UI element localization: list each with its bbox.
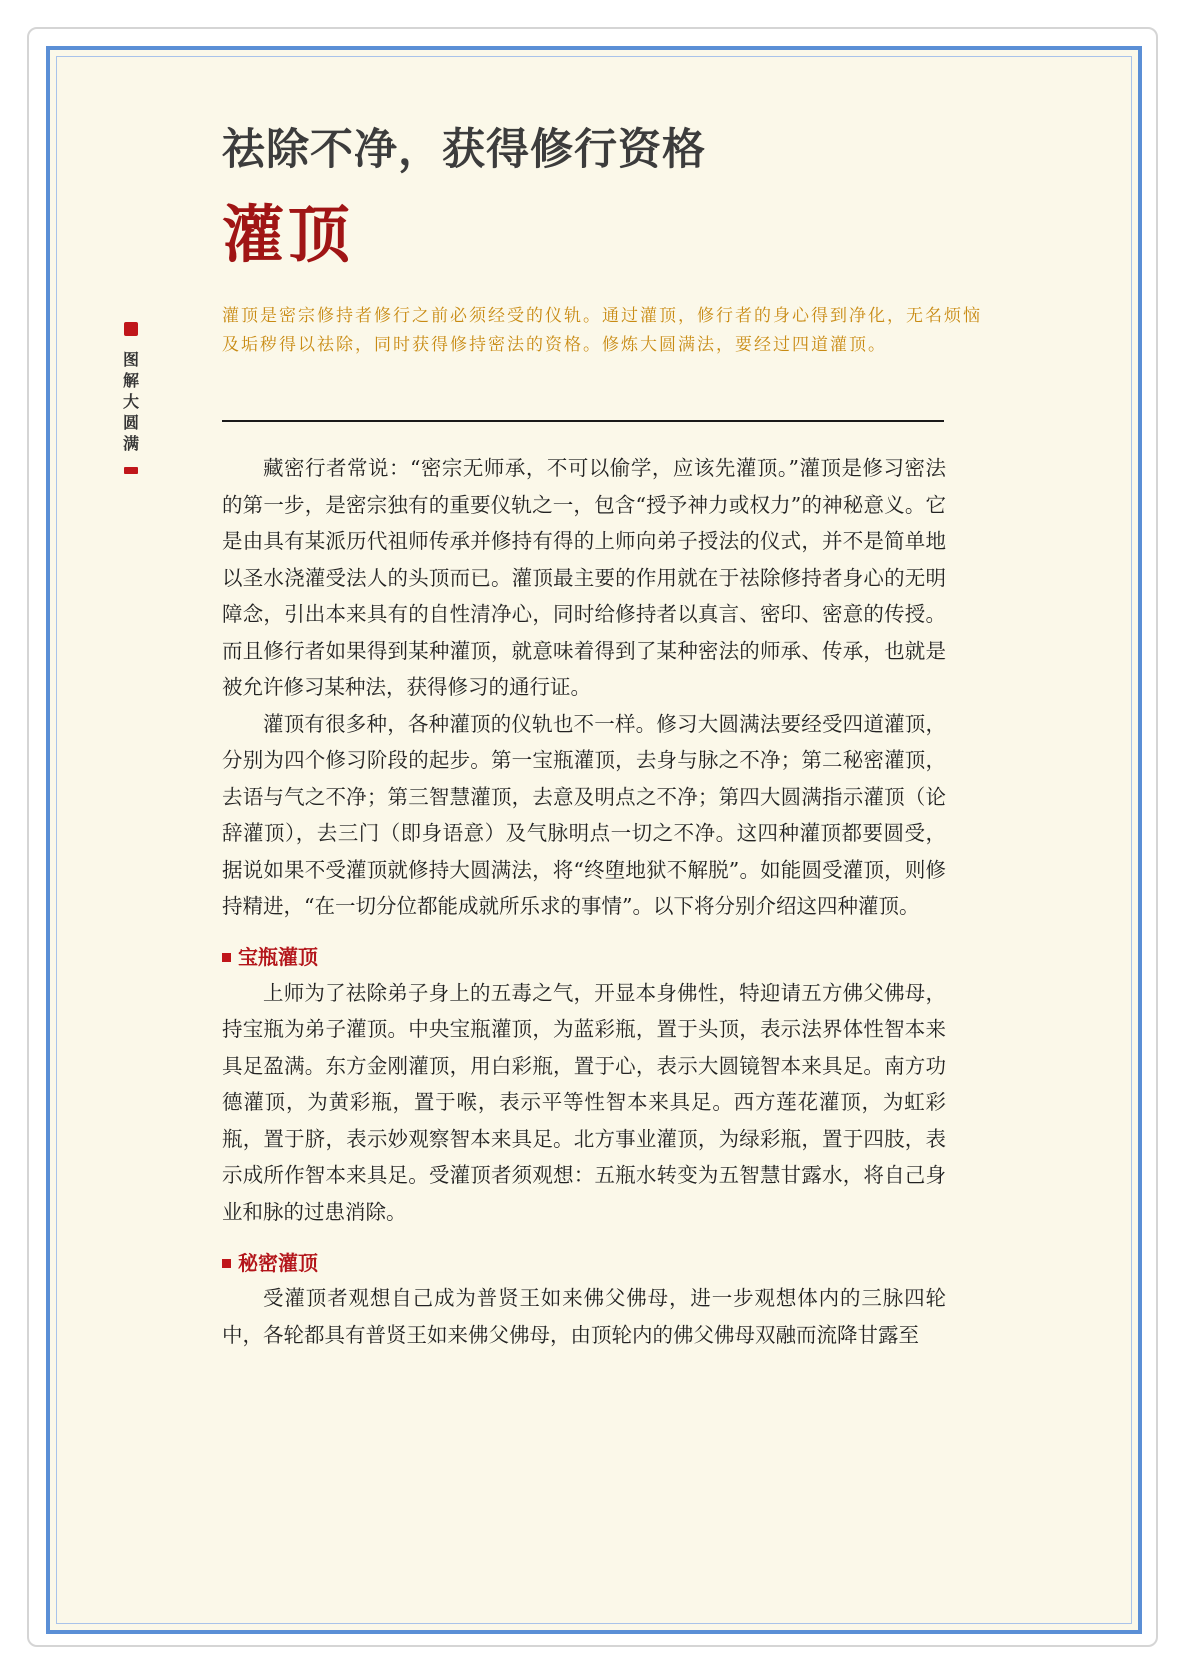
body-paragraph: 灌顶有很多种，各种灌顶的仪轨也不一样。修习大圆满法要经受四道灌顶，分别为四个修习阶段的起步。第一宝瓶灌顶，去身与脉之不净；第二秘密灌顶，去语与气之不净；第三智慧灌顶，去意及明点之不净；第四大圆满指示灌顶（论辞灌顶），去三门（即身语意）及气脉明点一切之不净。这四种灌顶都要圆受，据说如果不受灌顶就修持大圆满法，将“终堕地狱不解脱”。如能圆受灌顶，则修持精进，“在一切分位都能成就所乐求的事情”。以下将分别介绍这四种灌顶。 (222, 711, 946, 918)
chapter-title: 灌顶 (222, 198, 355, 271)
intro-divider (222, 420, 944, 422)
article-body (222, 450, 946, 1353)
side-tab-label: 图解大圆满 (123, 350, 140, 453)
side-tab-marker-top (124, 322, 138, 336)
section-heading-mimi (222, 1246, 946, 1280)
book-page (46, 46, 1142, 1634)
square-bullet-icon (222, 1259, 231, 1268)
section-paragraph: 上师为了祛除弟子身上的五毒之气，开显本身佛性，特迎请五方佛父佛母，持宝瓶为弟子灌顶。中央宝瓶灌顶，为蓝彩瓶，置于头顶，表示法界体性智本来具足盈满。东方金刚灌顶，用白彩瓶，置于心，表示大圆镜智本来具足。南方功德灌顶，为黄彩瓶，置于喉，表示平等性智本来具足。西方莲花灌顶，为虹彩瓶，置于脐，表示妙观察智本来具足。北方事业灌顶，为绿彩瓶，置于四肢，表示成所作智本来具足。受灌顶者须观想：五瓶水转变为五智慧甘露水，将自己身业和脉的过患消除。 (222, 980, 946, 1224)
section-heading-text: 宝瓶灌顶 (238, 945, 318, 970)
side-tab (123, 322, 139, 474)
page-headline: 祛除不净，获得修行资格 (222, 125, 706, 175)
section-heading-text: 秘密灌顶 (238, 1250, 318, 1275)
section-heading-baoping (222, 941, 946, 975)
side-tab-marker-bottom (124, 467, 138, 474)
body-paragraph: 藏密行者常说：“密宗无师承，不可以偷学，应该先灌顶。”灌顶是修习密法的第一步，是密宗独有的重要仪轨之一，包含“授予神力或权力”的神秘意义。它是由具有某派历代祖师传承并修持有得的上师向弟子授法的仪式，并不是简单地以圣水浇灌受法人的头顶而已。灌顶最主要的作用就在于祛除修持者身心的无明障念，引出本来具有的自性清净心，同时给修持者以真言、密印、密意的传授。而且修行者如果得到某种灌顶，就意味着得到了某种密法的师承、传承，也就是被允许修习某种法，获得修习的通行证。 (222, 456, 946, 699)
square-bullet-icon (222, 953, 231, 962)
section-paragraph: 受灌顶者观想自己成为普贤王如来佛父佛母，进一步观想体内的三脉四轮中，各轮都具有普贤王如来佛父佛母，由顶轮内的佛父佛母双融而流降甘露至 (222, 1286, 946, 1347)
intro-summary: 灌顶是密宗修持者修行之前必须经受的仪轨。通过灌顶，修行者的身心得到净化，无名烦恼及垢秽得以祛除，同时获得修持密法的资格。修炼大圆满法，要经过四道灌顶。 (222, 306, 982, 355)
